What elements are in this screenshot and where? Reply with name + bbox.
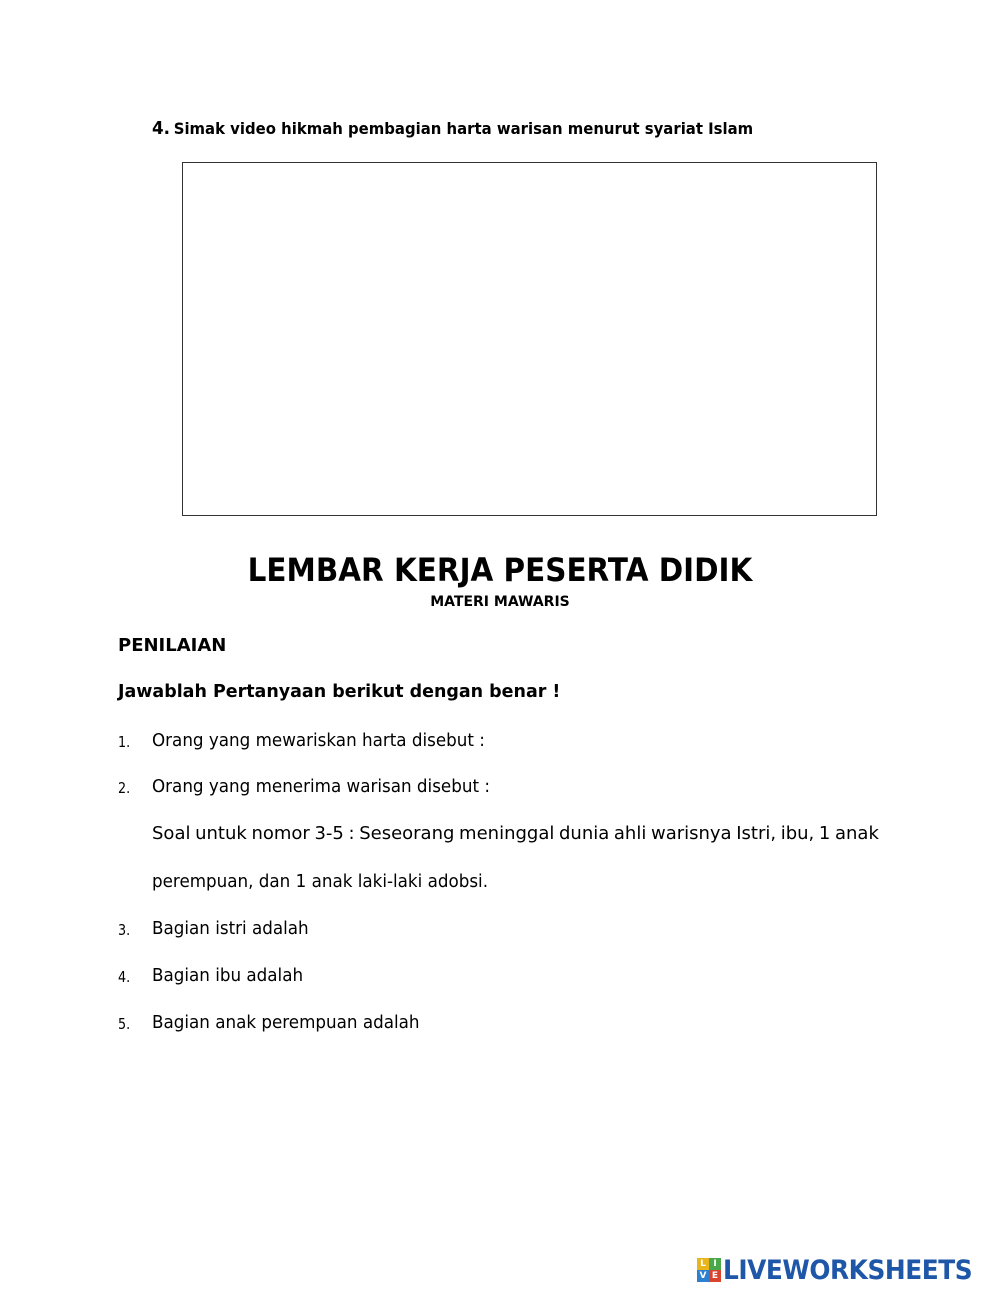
context-word: ahli [613,823,647,844]
question-number: 5. [118,1015,131,1033]
question-text: Bagian ibu adalah [152,965,304,986]
liveworksheets-logo[interactable] [697,1253,994,1287]
logo-letter-i: I [709,1258,721,1270]
section-heading: PENILAIAN [118,635,227,656]
context-word: ibu, [780,823,815,844]
context-word: 1 [818,823,831,844]
context-word: untuk [195,823,247,844]
question-text: Bagian anak perempuan adalah [152,1012,420,1033]
page-subtitle: MATERI MAWARIS [430,594,570,610]
context-line-2: perempuan, dan 1 anak laki-laki adobsi. [152,871,489,892]
context-word: warisnya [650,823,732,844]
logo-letter-l: L [697,1258,709,1270]
context-word: Seseorang [359,823,455,844]
context-word: dunia [558,823,610,844]
context-word: 3-5 [314,823,344,844]
question-number: 4. [118,968,131,986]
context-line-1 [152,823,879,844]
logo-letter-v: V [697,1270,709,1282]
question-number: 2. [118,779,131,797]
question-text: Orang yang mewariskan harta disebut : [152,730,485,751]
question-text: Orang yang menerima warisan disebut : [152,776,490,797]
context-word: anak [834,823,879,844]
context-word: Istri, [736,823,777,844]
question-4-heading [152,118,753,139]
logo-letter-e: E [709,1270,721,1282]
logo-text: LIVEWORKSHEETS [723,1254,973,1286]
question-4-number: 4. [152,118,171,139]
question-number: 1. [118,733,131,751]
context-word: Soal [152,823,191,844]
question-text: Bagian istri adalah [152,918,309,939]
instruction-text: Jawablah Pertanyaan berikut dengan benar ! [118,681,561,702]
context-word: meninggal [459,823,555,844]
context-word: nomor [251,823,310,844]
logo-icon [697,1258,721,1282]
question-number: 3. [118,921,131,939]
page-title: LEMBAR KERJA PESERTA DIDIK [247,551,753,589]
context-word: : [348,823,355,844]
question-4-text: Simak video hikmah pembagian harta warisan menurut syariat Islam [173,119,754,138]
video-frame[interactable] [182,162,877,516]
